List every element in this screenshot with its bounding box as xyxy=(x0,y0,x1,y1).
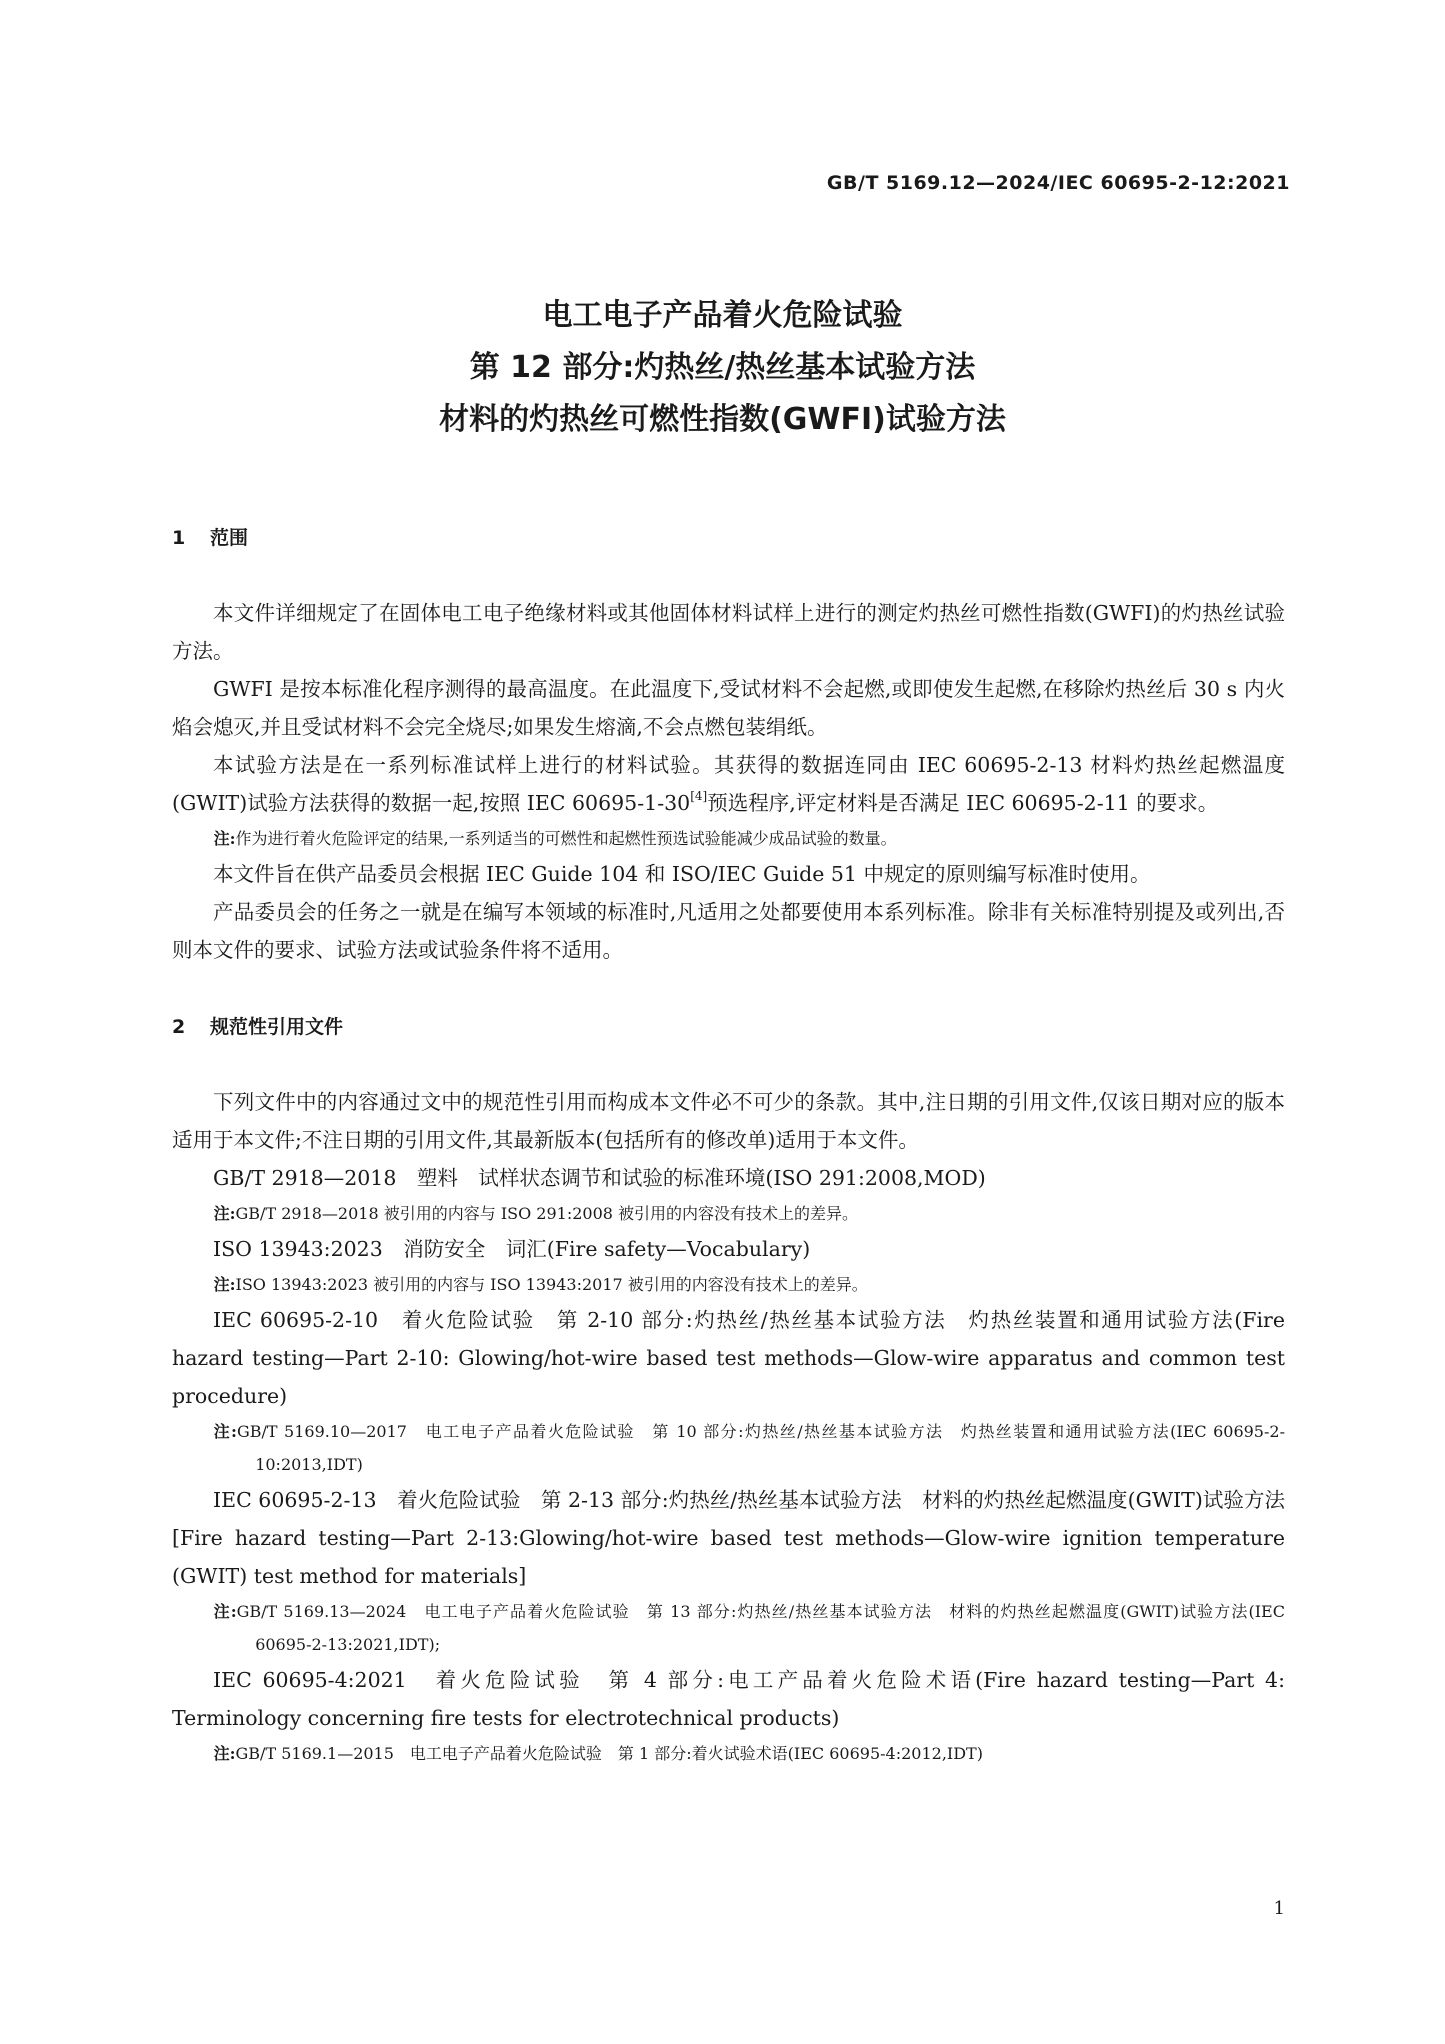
reference-entry: IEC 60695-2-10 着火危险试验 第 2-10 部分:灼热丝/热丝基本试验方法 灼热丝装置和通用试验方法(Fire hazard testing—Part 2-10: Glowing/hot-wire based test methods—Glow-wire apparatus and common test procedure) xyxy=(172,1308,1285,1408)
note-text: 作为进行着火危险评定的结果,一系列适当的可燃性和起燃性预选试验能减少成品试验的数量。 xyxy=(235,829,897,848)
section-title: 范围 xyxy=(210,527,249,549)
section-number: 1 xyxy=(172,527,186,549)
note xyxy=(214,1595,1285,1661)
note xyxy=(214,822,1285,855)
note-label: 注: xyxy=(213,1204,236,1223)
title-line-3: 材料的灼热丝可燃性指数(GWFI)试验方法 xyxy=(439,402,1006,437)
section-number: 2 xyxy=(172,1016,186,1038)
standard-code: GB/T 5169.12—2024/IEC 60695-2-12:2021 xyxy=(826,172,1290,194)
reference-mark: [4] xyxy=(690,789,708,803)
section-1-heading xyxy=(172,518,1285,558)
note-label: 注: xyxy=(213,1744,236,1763)
paragraph: GWFI 是按本标准化程序测得的最高温度。在此温度下,受试材料不会起燃,或即使发生起燃,在移除灼热丝后 30 s 内火焰会熄灭,并且受试材料不会完全烧尽;如果发生熔滴,不会点燃包装绢纸。 xyxy=(172,677,1285,739)
paragraph: 下列文件中的内容通过文中的规范性引用而构成本文件必不可少的条款。其中,注日期的引用文件,仅该日期对应的版本适用于本文件;不注日期的引用文件,其最新版本(包括所有的修改单)适用于本文件。 xyxy=(172,1090,1285,1152)
note xyxy=(214,1268,1285,1301)
note-text: GB/T 5169.1—2015 电工电子产品着火危险试验 第 1 部分:着火试验术语(IEC 60695-4:2012,IDT) xyxy=(235,1744,983,1763)
note-label: 注: xyxy=(213,1602,237,1621)
reference-entry: ISO 13943:2023 消防安全 词汇(Fire safety—Vocabulary) xyxy=(213,1237,811,1261)
section-title: 规范性引用文件 xyxy=(210,1016,344,1038)
title-line-1: 电工电子产品着火危险试验 xyxy=(542,298,903,333)
note-text: GB/T 2918—2018 被引用的内容与 ISO 291:2008 被引用的内容没有技术上的差异。 xyxy=(235,1204,859,1223)
reference-entry: IEC 60695-2-13 着火危险试验 第 2-13 部分:灼热丝/热丝基本试验方法 材料的灼热丝起燃温度(GWIT)试验方法[Fire hazard testing—Part 2-13:Glowing/hot-wire based test methods—Glow-wire ignition temperature (GWIT) test method for materials] xyxy=(172,1488,1285,1588)
note-text: GB/T 5169.10—2017 电工电子产品着火危险试验 第 10 部分:灼热丝/热丝基本试验方法 灼热丝装置和通用试验方法(IEC 60695-2-10:2013,IDT) xyxy=(236,1422,1285,1474)
paragraph xyxy=(172,746,1285,822)
note-label: 注: xyxy=(213,829,236,848)
note xyxy=(214,1415,1285,1481)
paragraph: 本文件旨在供产品委员会根据 IEC Guide 104 和 ISO/IEC Guide 51 中规定的原则编写标准时使用。 xyxy=(213,862,1151,886)
section-2-heading xyxy=(172,1007,1285,1047)
reference-entry: GB/T 2918—2018 塑料 试样状态调节和试验的标准环境(ISO 291:2008,MOD) xyxy=(213,1166,986,1190)
title-line-2: 第 12 部分:灼热丝/热丝基本试验方法 xyxy=(469,350,976,385)
page-number: 1 xyxy=(1273,1898,1285,1919)
note-label: 注: xyxy=(213,1422,237,1441)
note-label: 注: xyxy=(213,1275,236,1294)
paragraph-text: 预选程序,评定材料是否满足 IEC 60695-2-11 的要求。 xyxy=(707,791,1219,815)
note xyxy=(214,1737,1285,1770)
paragraph-text: 本试验方法是在一系列标准试样上进行的材料试验。其获得的数据连同由 IEC 60695-2-13 材料灼热丝起燃温度(GWIT)试验方法获得的数据一起,按照 IEC 60695-1-30 xyxy=(172,753,1285,815)
note-text: GB/T 5169.13—2024 电工电子产品着火危险试验 第 13 部分:灼热丝/热丝基本试验方法 材料的灼热丝起燃温度(GWIT)试验方法(IEC 60695-2-13:2021,IDT); xyxy=(236,1602,1285,1654)
paragraph: 本文件详细规定了在固体电工电子绝缘材料或其他固体材料试样上进行的测定灼热丝可燃性指数(GWFI)的灼热丝试验方法。 xyxy=(172,601,1285,663)
note xyxy=(214,1197,1285,1230)
reference-entry: IEC 60695-4:2021 着火危险试验 第 4 部分:电工产品着火危险术语(Fire hazard testing—Part 4: Terminology concerning fire tests for electrotechnical products) xyxy=(172,1668,1285,1730)
paragraph: 产品委员会的任务之一就是在编写本领域的标准时,凡适用之处都要使用本系列标准。除非有关标准特别提及或列出,否则本文件的要求、试验方法或试验条件将不适用。 xyxy=(172,900,1285,962)
document-title xyxy=(0,290,1445,446)
note-text: ISO 13943:2023 被引用的内容与 ISO 13943:2017 被引用的内容没有技术上的差异。 xyxy=(235,1275,868,1294)
document-body xyxy=(172,518,1285,1770)
